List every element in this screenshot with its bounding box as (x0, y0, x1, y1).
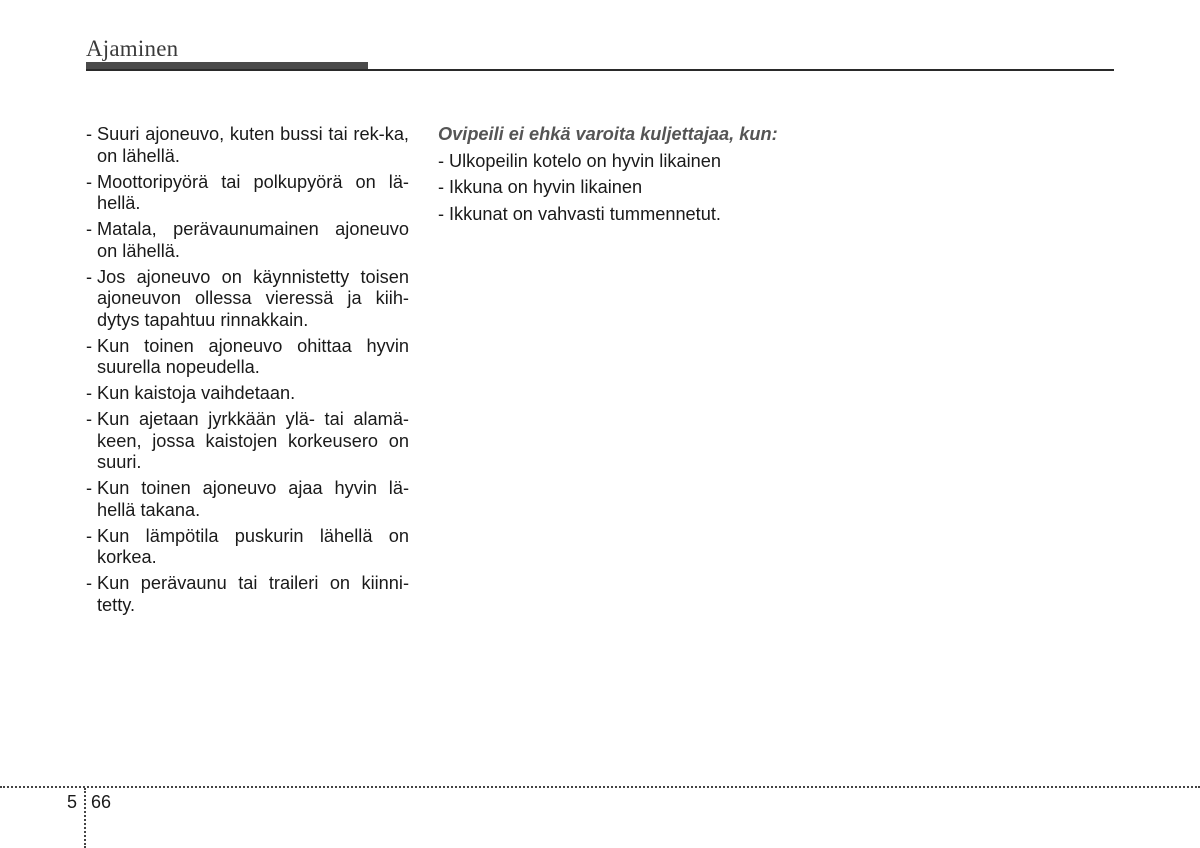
dash-bullet: - (86, 124, 93, 144)
right-column (438, 124, 778, 230)
mirror-condition-list (438, 151, 778, 226)
dash-bullet: - (86, 525, 93, 546)
dash-bullet: - (86, 266, 93, 287)
footer-dotted-divider (84, 788, 86, 848)
list-item-text: Moottoripyörä tai polkupyörä on lä-hellä. (97, 171, 409, 213)
list-item (86, 383, 409, 405)
section-title: Ajaminen (86, 36, 179, 61)
list-item-text: Matala, perävaunumainen ajoneuvo on lähellä. (97, 219, 409, 261)
list-item (86, 526, 409, 569)
left-column (86, 124, 409, 621)
page-number: 66 (91, 792, 112, 812)
dash-bullet: - (438, 177, 445, 197)
list-item (438, 151, 778, 173)
dash-bullet: - (86, 335, 93, 356)
header-accent-bar (86, 62, 368, 69)
list-item (86, 172, 409, 215)
chapter-number: 5 (67, 792, 78, 812)
list-item (86, 478, 409, 521)
list-item (86, 573, 409, 616)
list-item-text: Jos ajoneuvo on käynnistetty toisen ajoneuvon ollessa vieressä ja kiih-dytys tapahtuu rinnakkain. (97, 266, 409, 330)
list-item (86, 267, 409, 332)
dash-bullet: - (438, 203, 445, 224)
dash-bullet: - (86, 383, 93, 403)
dash-bullet: - (86, 409, 93, 429)
list-item-text: Kun lämpötila puskurin lähellä on korkea. (97, 525, 409, 567)
dash-bullet: - (86, 573, 93, 593)
list-item-text: Kun ajetaan jyrkkään ylä- tai alamä-keen, jossa kaistojen korkeusero on suuri. (97, 409, 409, 472)
list-item (438, 177, 778, 199)
list-item (438, 204, 778, 226)
list-item-text: Kun perävaunu tai traileri on kiinni-tetty. (97, 573, 409, 615)
footer-dotted-rule (0, 786, 1200, 788)
list-item-text: Ulkopeilin kotelo on hyvin likainen (449, 150, 721, 171)
dash-bullet: - (438, 150, 445, 171)
condition-list (86, 124, 409, 616)
subsection-heading: Ovipeili ei ehkä varoita kuljettajaa, kun: (438, 124, 778, 144)
list-item-text: Ikkunat on vahvasti tummennetut. (449, 203, 721, 224)
dash-bullet: - (86, 171, 93, 192)
list-item-text: Kun toinen ajoneuvo ohittaa hyvin suurella nopeudella. (97, 335, 409, 377)
list-item-text: Ikkuna on hyvin likainen (449, 177, 643, 197)
list-item-text: Suuri ajoneuvo, kuten bussi tai rek-ka, on lähellä. (97, 124, 409, 166)
dash-bullet: - (86, 219, 93, 239)
header-rule (86, 69, 1114, 71)
dash-bullet: - (86, 478, 93, 498)
list-item (86, 336, 409, 379)
list-item (86, 219, 409, 262)
list-item-text: Kun kaistoja vaihdetaan. (97, 383, 296, 403)
list-item (86, 124, 409, 167)
list-item-text: Kun toinen ajoneuvo ajaa hyvin lä-hellä takana. (97, 478, 409, 520)
list-item (86, 409, 409, 474)
